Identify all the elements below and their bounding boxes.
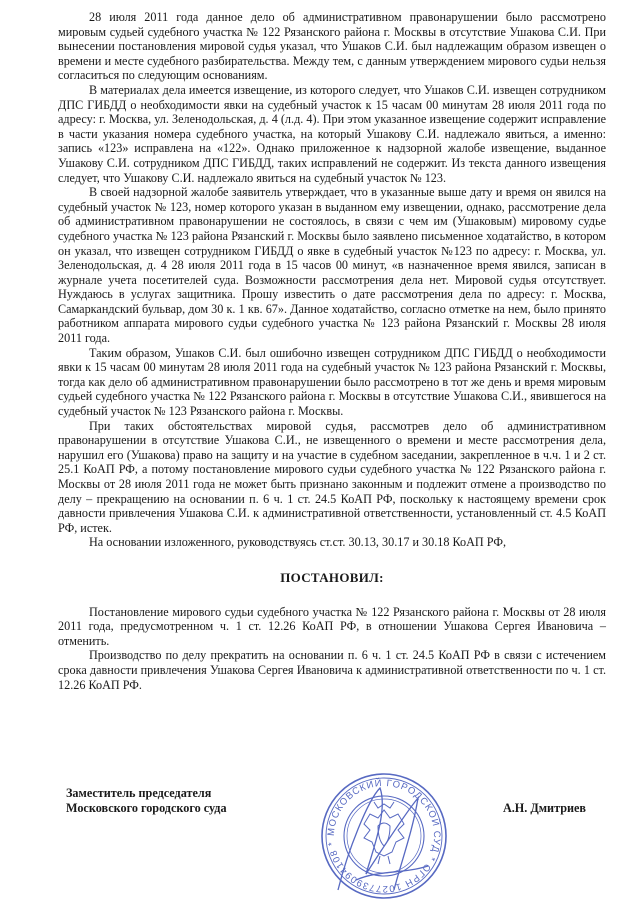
signature-block xyxy=(66,786,586,816)
signatory-name: А.Н. Дмитриев xyxy=(502,801,586,815)
ruling-heading: ПОСТАНОВИЛ: xyxy=(280,569,384,585)
signatory-position: Заместитель председателя xyxy=(66,786,212,800)
paragraph: 28 июля 2011 года данное дело об административном правонарушении было рассмотрено мировым судьей судебного участка № 122 Рязанского района г. Москвы в отсутствие Ушакова С.И. При вынесении постановления мировой судья указал, что Ушаков С.И. был надлежащим образом извещен о времени и месте судебного разбирательства. Между тем, с данным утверждением мирового судьи нельзя согласиться по следующим основаниям. xyxy=(58,10,606,83)
paragraph: Таким образом, Ушаков С.И. был ошибочно извещен сотрудником ДПС ГИБДД о необходимости явки к 15 часам 00 минутам 28 июля 2011 года на судебный участок № 123 района Рязанский г. Москвы, тогда как дело об административном правонарушении было рассмотрено в тот же день и время мировым судьей судебного участка № 122 Рязанского района г. Москвы в отсутствие Ушакова С.И., явившегося на судебный участок № 123 Рязанского района г. Москвы. xyxy=(58,345,606,419)
seal-text: МОСКОВСКИЙ ГОРОДСКОЙ СУД * ОГРН 1027739094108 * xyxy=(325,777,443,895)
signatory-court: Московского городского суда xyxy=(66,801,227,815)
paragraph: В своей надзорной жалобе заявитель утверждает, что в указанные выше дату и время он явился на судебный участок № 123, номер которого указан в выданном ему извещении, однако, рассмотрение дела об административном правонарушении не состоялось, в связи с чем им (Ушаковым) мировому судье судебного участка № 123 района Рязанский г. Москвы было заявлено письменное ходатайство, в котором он указал, что извещен сотрудником ГИБДД о явке в судебный участок №123 по адресу: г. Москва, ул. Зеленодольская, д. 4 28 июля 2011 года в 15 часов 00 минут, «в назначенное время явился, записан в журнале учета посетителей суда. Возможности рассмотрения дела нет. Мировой судья отсутствует. Нуждаюсь в услугах защитника. Прошу известить о дате рассмотрения дела по адресу: г. Москва, Самаркандский бульвар, дом 30 к. 1 кв. 67». Данное ходатайство, согласно отметке на нем, было принято работником аппарата мирового судьи судебного участка № 123 района Рязанский г. Москвы 28 июля 2011 года. xyxy=(58,185,606,346)
paragraph: При таких обстоятельствах мировой судья, рассмотрев дело об административном правонарушении в отсутствие Ушакова С.И., не извещенного о времени и месте рассмотрения дела, нарушил его (Ушакова) право на защиту и на участие в судебном заседании, закрепленное в ч.ч. 1 и 2 ст. 25.1 КоАП РФ, а потому постановление мирового судьи судебного участка № 122 Рязанского района г. Москвы от 28 июля 2011 года не может быть признано законным и подлежит отмене а производство по делу – прекращению на основании п. 6 ч. 1 ст. 24.5 КоАП РФ, поскольку к настоящему времени срок давности привлечения Ушакова С.И. к административной ответственности, установленный ст. 4.5 КоАП РФ, истек. xyxy=(58,418,606,535)
resolution-paragraph: Постановление мирового судьи судебного участка № 122 Рязанского района г. Москвы от 28 июля 2011 года, предусмотренном ч. 1 ст. 12.26 КоАП РФ, в отношении Ушакова Сергея Ивановича – отменить. xyxy=(58,604,606,648)
paragraph: На основании изложенного, руководствуясь ст.ст. 30.13, 30.17 и 30.18 КоАП РФ, xyxy=(89,535,507,550)
resolution-paragraph: Производство по делу прекратить на основании п. 6 ч. 1 ст. 24.5 КоАП РФ в связи с истечением срока давности привлечения Ушакова Сергея Ивановича к административной ответственности по ч. 1 ст. 12.26 КоАП РФ. xyxy=(58,648,606,692)
document-body xyxy=(58,10,606,692)
paragraph: В материалах дела имеется извещение, из которого следует, что Ушаков С.И. извещен сотрудником ДПС ГИБДД о необходимости явки на судебный участок к 15 часам 00 минутам 28 июля 2011 года по адресу: г. Москва, ул. Зеленодольская, д. 4 (л.д. 4). При этом указанное извещение содержит исправление в части указания номера судебного участка, на который Ушакову С.И. надлежало явиться, а именно: запись «123» исправлена на «122». Однако приложенное к надзорной жалобе извещение, выданное Ушакову С.И. сотрудником ДПС ГИБДД, таких исправлений не содержит. Из текста данного извещения следует, что Ушакову С.И. надлежало явиться на судебный участок № 123. xyxy=(58,82,606,185)
